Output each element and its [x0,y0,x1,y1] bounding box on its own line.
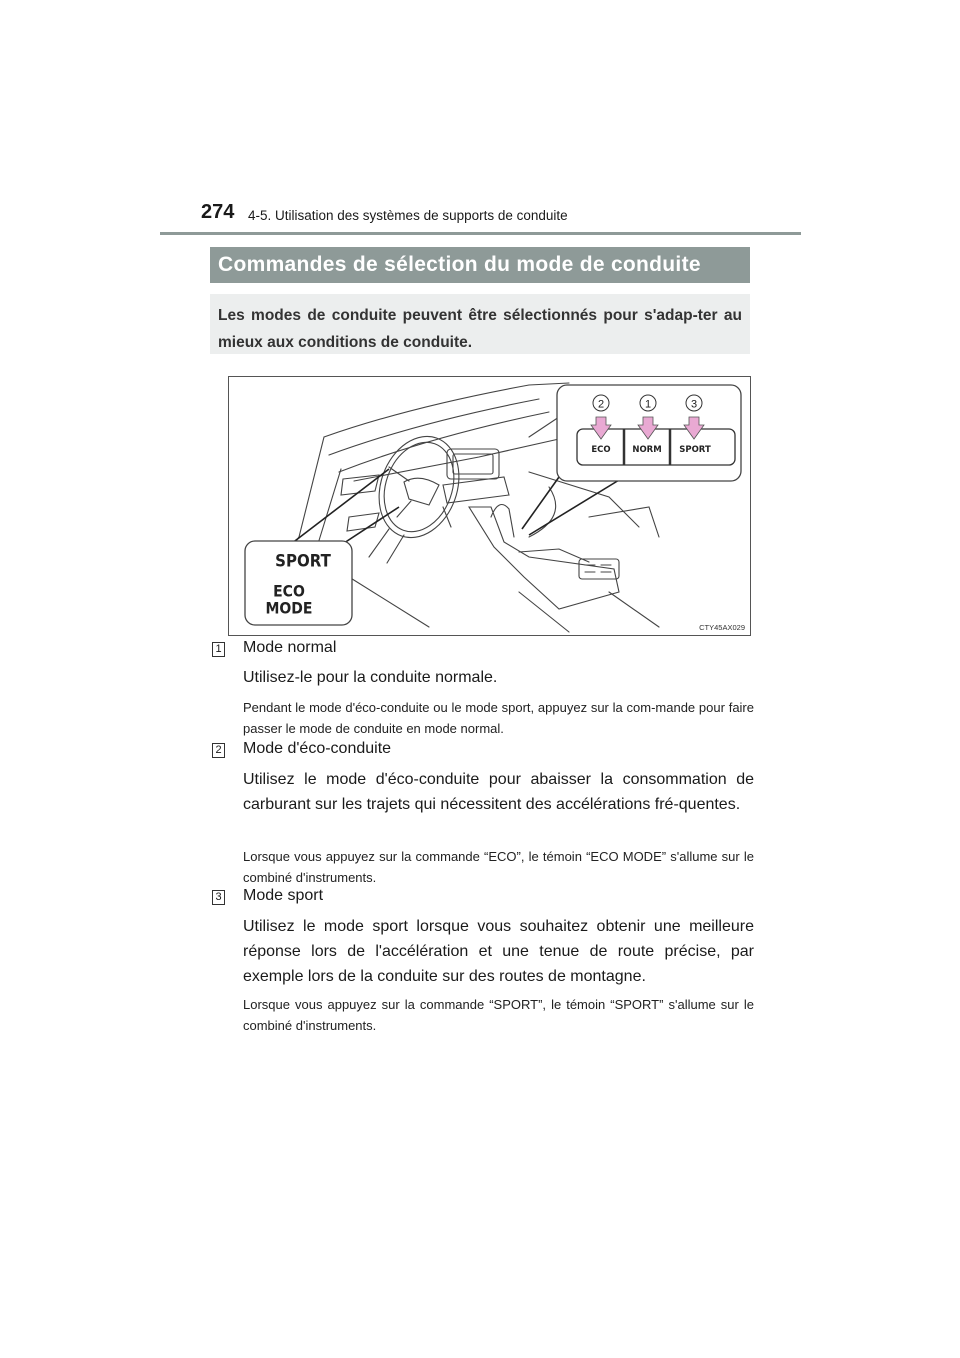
running-header: 4-5. Utilisation des systèmes de supports de conduite [248,208,568,223]
figure-illustration [228,376,751,636]
item-number-badge: 2 [212,743,225,758]
dashboard-drawing [229,377,750,635]
item-note: Pendant le mode d'éco-conduite ou le mode sport, appuyez sur la com-mande pour faire passer le mode de conduite en mode normal. [243,700,754,736]
figure-callout-2: 2 [597,398,605,411]
item-number-badge: 3 [212,890,225,905]
item-title: Mode d'éco-conduite [243,740,392,757]
indicator-sport: SPORT [275,550,331,572]
switch-label-sport: SPORT [679,445,711,455]
switch-label-norm: NORM [632,445,662,455]
switch-label-eco: ECO [591,445,611,455]
header-rule [160,232,801,235]
item-title: Mode sport [243,887,324,904]
indicator-mode: MODE [265,598,313,618]
indicator-eco: ECO [273,581,305,601]
intro-box: Les modes de conduite peuvent être sélectionnés pour s'adap-ter au mieux aux conditions de conduite. [210,294,750,354]
item-number-badge: 1 [212,642,225,657]
figure-callout-1: 1 [644,398,652,411]
item-body: Utilisez le mode d'éco-conduite pour abaisser la consommation de carburant sur les trajets qui nécessitent des accélérations fré-quentes. [243,771,754,813]
item-note: Lorsque vous appuyez sur la commande “ECO”, le témoin “ECO MODE” s'allume sur le combiné d'instruments. [243,849,754,885]
page-number: 274 [201,201,235,223]
figure-callout-3: 3 [690,398,698,411]
figure-code: CTY45AX029 [699,623,745,632]
item-body: Utilisez-le pour la conduite normale. [243,669,498,686]
item-body: Utilisez le mode sport lorsque vous souhaitez obtenir une meilleure réponse lors de l'accélération et une tenue de route précise, par exemple lors de la conduite sur des routes de montagne. [243,918,754,985]
section-title: Commandes de sélection du mode de conduite [210,247,750,283]
item-title: Mode normal [243,639,337,656]
item-note: Lorsque vous appuyez sur la commande “SPORT”, le témoin “SPORT” s'allume sur le combiné d'instruments. [243,997,754,1033]
